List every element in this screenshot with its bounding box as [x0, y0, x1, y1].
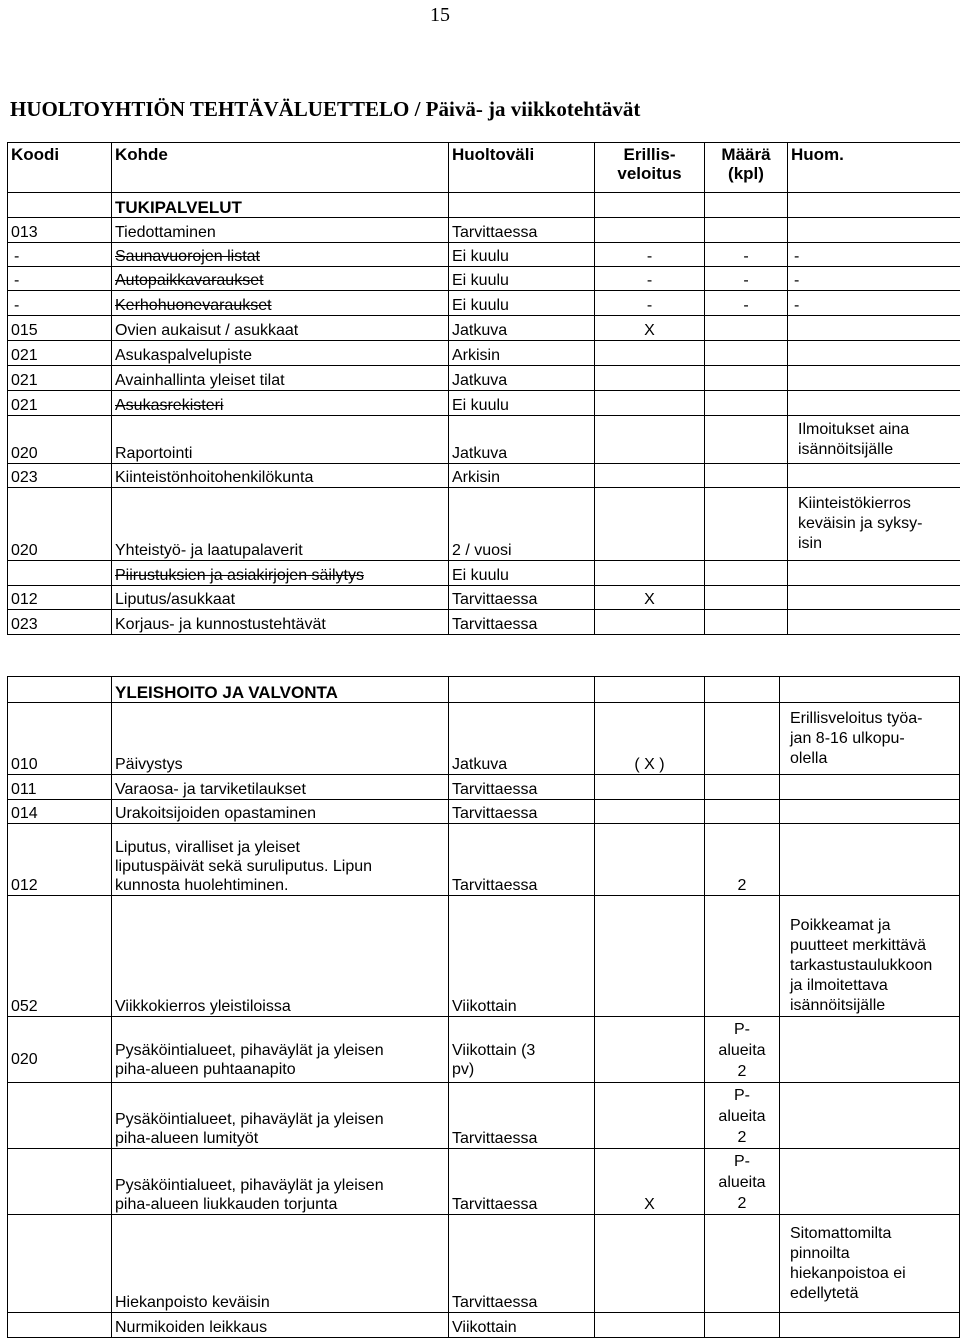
header-erillisveloitus: Erillis- veloitus [595, 143, 705, 193]
section-row [8, 193, 960, 218]
quantity-cell: - [705, 243, 788, 267]
target-cell: Viikkokierros yleistiloissa [112, 896, 449, 1017]
target-cell: Raportointi [112, 416, 449, 464]
quantity-cell: P- alueita 2 [705, 1017, 780, 1083]
interval-cell: Arkisin [449, 464, 595, 488]
code-cell: 021 [8, 341, 112, 366]
interval-cell: Tarvittaessa [449, 1215, 595, 1313]
target-cell: Asukasrekisteri [112, 391, 449, 416]
table-row [8, 1149, 960, 1215]
quantity-cell: P- alueita 2 [705, 1149, 780, 1215]
target-cell: Hiekanpoisto keväisin [112, 1215, 449, 1313]
table-row [8, 703, 960, 775]
task-table-support [7, 142, 960, 635]
code-cell: 052 [8, 896, 112, 1017]
table-row [8, 488, 960, 561]
code-cell: 013 [8, 218, 112, 243]
quantity-cell: 2 [705, 824, 780, 896]
table-row [8, 1017, 960, 1083]
table-row [8, 1313, 960, 1338]
target-cell: Nurmikoiden leikkaus [112, 1313, 449, 1338]
table-row [8, 243, 960, 267]
target-cell: Piirustuksien ja asiakirjojen säilytys [112, 561, 449, 586]
target-cell: Urakoitsijoiden opastaminen [112, 800, 449, 824]
table-row [8, 896, 960, 1017]
code-cell: 023 [8, 464, 112, 488]
table-row [8, 416, 960, 464]
table-row [8, 464, 960, 488]
code-cell: - [8, 243, 112, 267]
table-row [8, 267, 960, 291]
target-cell: Tiedottaminen [112, 218, 449, 243]
interval-cell: Ei kuulu [449, 561, 595, 586]
target-cell: Yhteistyö- ja laatupalaverit [112, 488, 449, 561]
interval-cell: Ei kuulu [449, 243, 595, 267]
table-row [8, 316, 960, 341]
interval-cell: Tarvittaessa [449, 1149, 595, 1215]
target-cell: Pysäköintialueet, pihaväylät ja yleisen piha-alueen puhtaanapito [112, 1017, 449, 1083]
header-huom: Huom. [788, 143, 960, 193]
table-row [8, 824, 960, 896]
interval-cell: Viikottain [449, 1313, 595, 1338]
target-cell: Korjaus- ja kunnostustehtävät [112, 610, 449, 635]
header-kohde: Kohde [112, 143, 449, 193]
code-cell [8, 561, 112, 586]
interval-cell: Tarvittaessa [449, 586, 595, 610]
interval-cell: Ei kuulu [449, 291, 595, 316]
table-row [8, 341, 960, 366]
interval-cell: Jatkuva [449, 703, 595, 775]
target-cell: Avainhallinta yleiset tilat [112, 366, 449, 391]
target-cell: Asukaspalvelupiste [112, 341, 449, 366]
note-cell: Kiinteistökierros keväisin ja syksy- isin [788, 488, 960, 561]
code-cell: 012 [8, 586, 112, 610]
table-row [8, 218, 960, 243]
interval-cell: Tarvittaessa [449, 610, 595, 635]
target-cell: Autopaikkavaraukset [112, 267, 449, 291]
extra-charge-cell: - [595, 267, 705, 291]
header-koodi: Koodi [8, 143, 112, 193]
code-cell: - [8, 267, 112, 291]
interval-cell: Tarvittaessa [449, 1083, 595, 1149]
interval-cell: Viikottain (3 pv) [449, 1017, 595, 1083]
note-cell: - [788, 291, 960, 316]
target-cell: Pysäköintialueet, pihaväylät ja yleisen piha-alueen liukkauden torjunta [112, 1149, 449, 1215]
quantity-cell: - [705, 267, 788, 291]
document-title: HUOLTOYHTIÖN TEHTÄVÄLUETTELO / Päivä- ja viikkotehtävät [10, 97, 641, 121]
task-table-maintenance [7, 676, 960, 1338]
table-row [8, 366, 960, 391]
code-cell: 020 [8, 416, 112, 464]
code-cell: 021 [8, 366, 112, 391]
note-cell: Ilmoitukset aina isännöitsijälle [788, 416, 960, 464]
table-row [8, 561, 960, 586]
header-huoltovali: Huoltoväli [449, 143, 595, 193]
target-cell: Ovien aukaisut / asukkaat [112, 316, 449, 341]
target-cell: Varaosa- ja tarviketilaukset [112, 775, 449, 800]
target-cell: Kerhohuonevaraukset [112, 291, 449, 316]
interval-cell: 2 / vuosi [449, 488, 595, 561]
code-cell: 015 [8, 316, 112, 341]
extra-charge-cell: ( X ) [595, 703, 705, 775]
table-row [8, 775, 960, 800]
table-row [8, 1083, 960, 1149]
target-cell: Kiinteistönhoitohenkilökunta [112, 464, 449, 488]
target-cell: Päivystys [112, 703, 449, 775]
code-cell: - [8, 291, 112, 316]
page-number: 15 [430, 4, 450, 26]
note-cell: - [788, 267, 960, 291]
interval-cell: Ei kuulu [449, 391, 595, 416]
section-title: TUKIPALVELUT [112, 193, 449, 218]
table-row [8, 610, 960, 635]
quantity-cell: - [705, 291, 788, 316]
target-cell: Saunavuorojen listat [112, 243, 449, 267]
code-cell: 020 [8, 1017, 112, 1083]
code-cell: 020 [8, 488, 112, 561]
interval-cell: Tarvittaessa [449, 824, 595, 896]
code-cell: 010 [8, 703, 112, 775]
extra-charge-cell: - [595, 243, 705, 267]
code-cell: 021 [8, 391, 112, 416]
header-maara: Määrä (kpl) [705, 143, 788, 193]
table-row [8, 391, 960, 416]
table-row [8, 1215, 960, 1313]
extra-charge-cell: X [595, 586, 705, 610]
interval-cell: Tarvittaessa [449, 218, 595, 243]
code-cell: 011 [8, 775, 112, 800]
code-cell: 012 [8, 824, 112, 896]
section-row [8, 677, 960, 703]
table-header-row [8, 143, 960, 193]
interval-cell: Jatkuva [449, 316, 595, 341]
note-cell: Sitomattomilta pinnoilta hiekanpoistoa ei edellytetä [780, 1215, 960, 1313]
table-row [8, 291, 960, 316]
interval-cell: Arkisin [449, 341, 595, 366]
extra-charge-cell: X [595, 1149, 705, 1215]
interval-cell: Tarvittaessa [449, 775, 595, 800]
section-title: YLEISHOITO JA VALVONTA [112, 677, 449, 703]
note-cell: Poikkeamat ja puutteet merkittävä tarkastustaulukkoon ja ilmoitettava isännöitsijälle [780, 896, 960, 1017]
interval-cell: Viikottain [449, 896, 595, 1017]
extra-charge-cell: X [595, 316, 705, 341]
note-cell: - [788, 243, 960, 267]
interval-cell: Tarvittaessa [449, 800, 595, 824]
interval-cell: Ei kuulu [449, 267, 595, 291]
table-row [8, 586, 960, 610]
table-row [8, 800, 960, 824]
interval-cell: Jatkuva [449, 416, 595, 464]
interval-cell: Jatkuva [449, 366, 595, 391]
code-cell: 014 [8, 800, 112, 824]
note-cell: Erillisveloitus työa- jan 8-16 ulkopu- olella [780, 703, 960, 775]
extra-charge-cell: - [595, 291, 705, 316]
target-cell: Liputus/asukkaat [112, 586, 449, 610]
code-cell: 023 [8, 610, 112, 635]
target-cell: Pysäköintialueet, pihaväylät ja yleisen piha-alueen lumityöt [112, 1083, 449, 1149]
quantity-cell: P- alueita 2 [705, 1083, 780, 1149]
target-cell: Liputus, viralliset ja yleiset liputuspäivät sekä suruliputus. Lipun kunnosta huolehtiminen. [112, 824, 449, 896]
